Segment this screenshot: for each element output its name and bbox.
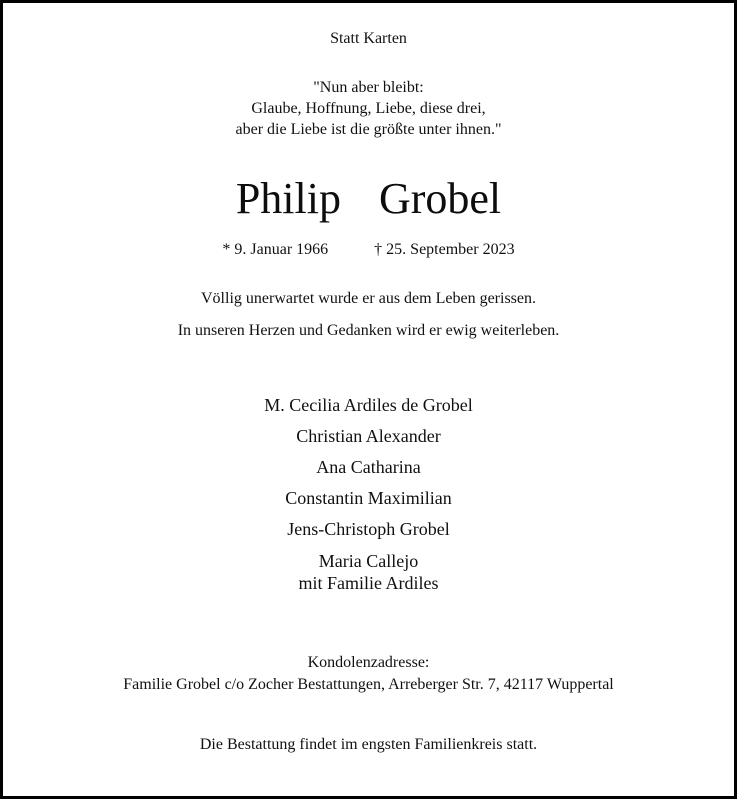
- quote-line-2: Glaube, Hoffnung, Liebe, diese drei,: [251, 100, 486, 117]
- message-line-1: Völlig unerwartet wurde er aus dem Leben gerissen.: [201, 290, 536, 307]
- mourner-1: M. Cecilia Ardiles de Grobel: [264, 395, 473, 415]
- mourner-4: Constantin Maximilian: [285, 488, 452, 508]
- mourner-3: Ana Catharina: [316, 457, 421, 477]
- birth-date: * 9. Januar 1966: [222, 241, 329, 258]
- mourner-5: Jens-Christoph Grobel: [287, 519, 450, 539]
- condolence-label: Kondolenzadresse:: [307, 654, 430, 671]
- mourner-7: mit Familie Ardiles: [298, 573, 439, 593]
- funeral-note: Die Bestattung findet im engsten Familienkreis statt.: [199, 736, 538, 753]
- heading-statt-karten: Statt Karten: [330, 30, 407, 47]
- death-date: † 25. September 2023: [374, 241, 515, 258]
- message-line-2: In unseren Herzen und Gedanken wird er ewig weiterleben.: [177, 322, 560, 339]
- condolence-address: Familie Grobel c/o Zocher Bestattungen, Arreberger Str. 7, 42117 Wuppertal: [123, 676, 614, 693]
- mourner-2: Christian Alexander: [296, 426, 441, 446]
- quote-line-1: "Nun aber bleibt:: [313, 79, 424, 96]
- mourner-6: Maria Callejo: [318, 551, 419, 571]
- life-dates: [3, 239, 734, 260]
- quote-line-3: aber die Liebe ist die größte unter ihnen.": [235, 121, 502, 138]
- deceased-name: Philip Grobel: [235, 174, 502, 223]
